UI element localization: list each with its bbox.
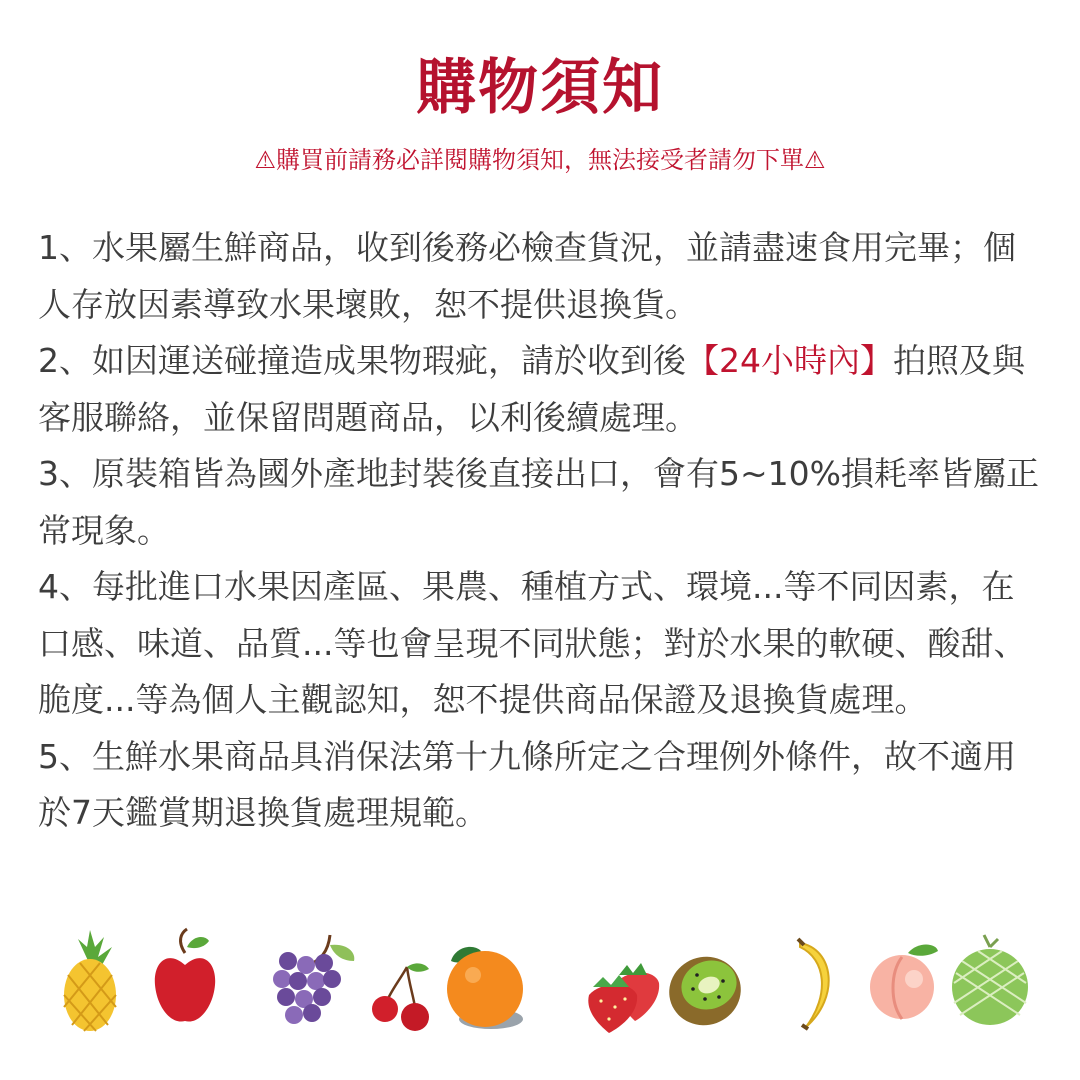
rules-list [38,220,1042,842]
orange-icon [447,947,523,1029]
cherries-icon [372,963,429,1031]
rule-2-highlight: 【24小時內】 [686,341,893,380]
kiwi-icon [660,947,751,1036]
rule-item-4: 4、每批進口水果因產區、果農、種植方式、環境...等不同因素，在口感、味道、品質...等也會呈現不同狀態；對於水果的軟硬、酸甜、脆度...等為個人主觀認知，恕不提供商品保證及退換貨處理。 [38,567,1027,719]
peach-icon [870,945,938,1020]
melon-icon [952,935,1028,1025]
rule-2-text-before: 2、如因運送碰撞造成果物瑕疵，請於收到後 [38,341,686,380]
banana-icon [798,939,829,1029]
rule-item-1: 1、水果屬生鮮商品，收到後務必檢查貨況，並請盡速食用完畢；個人存放因素導致水果壞敗，恕不提供退換貨。 [38,228,1016,324]
apple-icon [155,929,215,1022]
pineapple-icon [64,930,116,1031]
rule-item-2 [38,333,1042,446]
warning-subtitle: ⚠購買前請務必詳閱購物須知，無法接受者請勿下單⚠ [254,146,826,174]
rule-2-text-after: 拍照及與客服聯絡，並保留問題商品，以利後續處理。 [38,341,1025,437]
rule-item-5: 5、生鮮水果商品具消保法第十九條所定之合理例外條件，故不適用於7天鑑賞期退換貨處理規範。 [38,736,1016,832]
rule-item-3: 3、原裝箱皆為國外產地封裝後直接出口，會有5~10%損耗率皆屬正常現象。 [38,454,1039,550]
fruit-illustration-row [40,925,1040,1045]
page-title: 購物須知 [416,53,664,123]
grapes-icon [273,935,354,1024]
strawberries-icon [588,963,659,1033]
